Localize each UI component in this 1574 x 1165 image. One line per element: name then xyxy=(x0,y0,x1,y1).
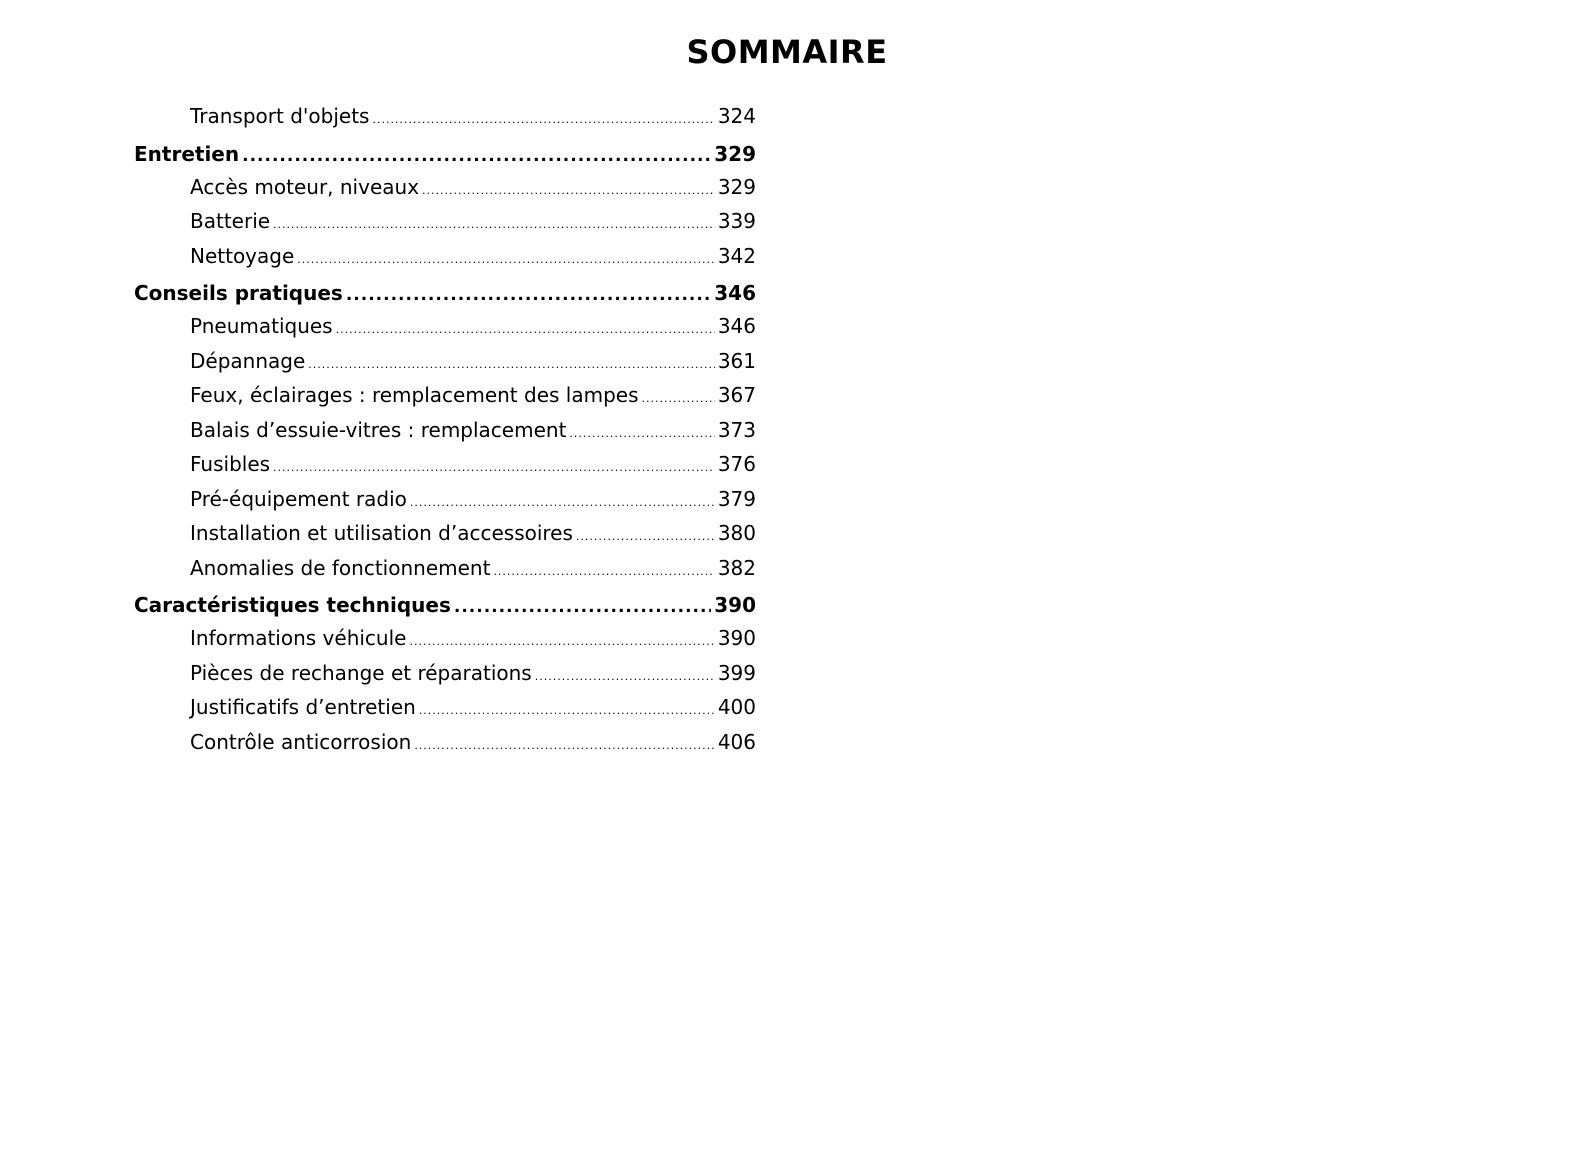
dot-leader xyxy=(422,175,715,207)
toc-entry-label: Transport d'objets xyxy=(190,104,370,128)
toc-entry-label: Accès moteur, niveaux xyxy=(190,174,420,199)
toc-section-label: Entretien xyxy=(134,141,240,166)
toc-entry-accessoires[interactable] xyxy=(134,518,756,553)
dot-leader xyxy=(576,521,715,553)
toc-section-page: 329 xyxy=(714,141,756,166)
dot-leader xyxy=(642,383,715,415)
toc-entry-depannage[interactable] xyxy=(134,346,756,381)
toc-entry-fusibles[interactable] xyxy=(134,449,756,484)
toc-section-caracteristiques-techniques[interactable] xyxy=(134,590,756,623)
toc-entry-label: Justificatifs d’entretien xyxy=(190,695,416,719)
toc-entry-page: 379 xyxy=(717,486,756,511)
dot-leader xyxy=(297,244,715,276)
toc-entry-informations-vehicule[interactable] xyxy=(134,623,756,658)
toc-entry-acces-moteur[interactable] xyxy=(134,172,756,207)
dot-leader xyxy=(346,280,711,311)
toc-entry-nettoyage[interactable] xyxy=(134,241,756,276)
toc-section-conseils-pratiques[interactable] xyxy=(134,278,756,311)
toc-section-entretien[interactable] xyxy=(134,139,756,172)
toc-entry-justificatifs-entretien[interactable] xyxy=(134,692,756,727)
toc-entry-label: Anomalies de fonctionnement xyxy=(190,555,491,580)
dot-leader xyxy=(414,730,715,762)
toc-entry-page: 406 xyxy=(717,729,756,754)
dot-leader xyxy=(273,209,715,241)
toc-entry-page: 361 xyxy=(717,348,756,373)
table-of-contents xyxy=(134,101,756,761)
toc-entry-transport-objets[interactable] xyxy=(134,101,756,136)
toc-entry-label: Informations véhicule xyxy=(190,626,407,650)
toc-section-label: Caractéristiques techniques xyxy=(134,593,451,617)
toc-entry-label: Fusibles xyxy=(190,452,271,476)
toc-entry-pre-equipement-radio[interactable] xyxy=(134,484,756,519)
toc-entry-feux-eclairages[interactable] xyxy=(134,380,756,415)
toc-entry-page: 329 xyxy=(717,174,756,199)
toc-entry-pieces-rechange[interactable] xyxy=(134,658,756,693)
toc-entry-controle-anticorrosion[interactable] xyxy=(134,727,756,762)
dot-leader xyxy=(535,661,715,693)
toc-entry-label: Pneumatiques xyxy=(190,314,333,338)
dot-leader xyxy=(454,592,711,623)
toc-entry-anomalies[interactable] xyxy=(134,553,756,588)
toc-entry-page: 380 xyxy=(717,521,756,545)
toc-section-label: Conseils pratiques xyxy=(134,281,343,305)
toc-entry-page: 390 xyxy=(717,626,756,650)
toc-entry-page: 400 xyxy=(717,695,756,719)
toc-entry-label: Balais d’essuie-vitres : remplacement xyxy=(190,417,567,442)
toc-entry-page: 346 xyxy=(717,314,756,338)
toc-entry-label: Pré-équipement radio xyxy=(190,486,407,511)
toc-entry-page: 373 xyxy=(717,417,756,442)
toc-section-page: 390 xyxy=(714,593,756,617)
dot-leader xyxy=(409,626,714,658)
dot-leader xyxy=(372,104,714,136)
dot-leader xyxy=(419,695,715,727)
toc-entry-page: 342 xyxy=(717,243,756,268)
toc-entry-page: 324 xyxy=(717,104,756,128)
toc-entry-label: Installation et utilisation d’accessoires xyxy=(190,521,573,545)
dot-leader xyxy=(569,418,714,450)
toc-entry-page: 339 xyxy=(717,209,756,233)
dot-leader xyxy=(308,349,715,381)
toc-entry-label: Dépannage xyxy=(190,348,306,373)
toc-entry-page: 376 xyxy=(717,452,756,476)
dot-leader xyxy=(410,487,715,519)
toc-entry-label: Pièces de rechange et réparations xyxy=(190,660,532,685)
toc-entry-page: 399 xyxy=(717,660,756,685)
dot-leader xyxy=(242,141,711,172)
toc-entry-label: Batterie xyxy=(190,209,271,233)
dot-leader xyxy=(273,452,715,484)
toc-entry-label: Feux, éclairages : remplacement des lampes xyxy=(190,383,639,407)
dot-leader xyxy=(493,556,714,588)
toc-section-page: 346 xyxy=(714,281,756,305)
page-title: SOMMAIRE xyxy=(686,33,888,71)
toc-entry-label: Nettoyage xyxy=(190,243,295,268)
toc-entry-pneumatiques[interactable] xyxy=(134,311,756,346)
toc-entry-page: 382 xyxy=(717,555,756,580)
toc-entry-batterie[interactable] xyxy=(134,206,756,241)
toc-entry-balais-essuie-vitres[interactable] xyxy=(134,415,756,450)
toc-entry-label: Contrôle anticorrosion xyxy=(190,729,412,754)
dot-leader xyxy=(336,314,715,346)
toc-entry-page: 367 xyxy=(717,383,756,407)
